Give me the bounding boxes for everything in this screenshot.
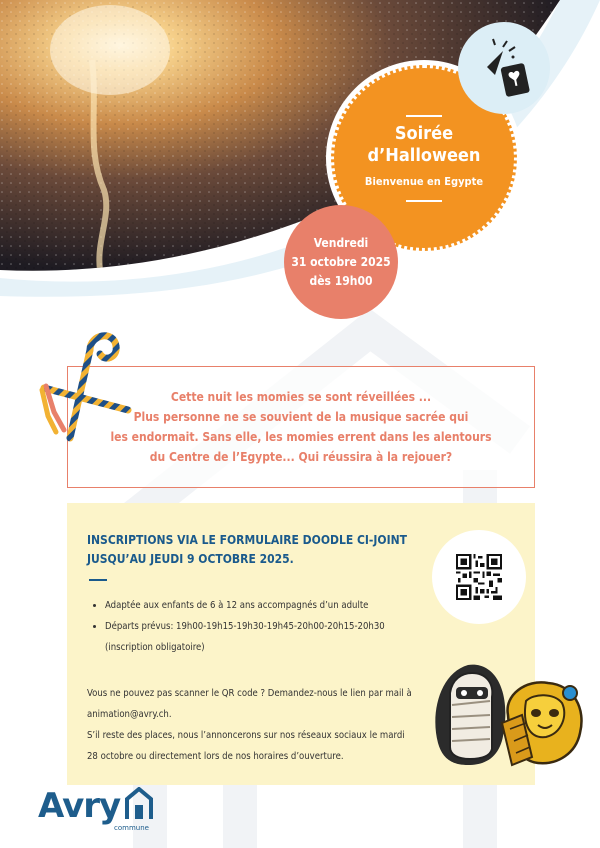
- registration-title-line2: JUSQU’AU JEUDI 9 OCTOBRE 2025.: [87, 552, 294, 566]
- event-subtitle: Bienvenue en Egypte: [364, 174, 484, 188]
- logo-name: Avry: [38, 786, 121, 826]
- title-divider-bottom: [406, 200, 442, 202]
- story-line-4: du Centre de l’Egypte... Qui réussira à la rejouer?: [149, 450, 453, 464]
- mascots-illustration: [430, 653, 590, 773]
- avry-logo: [38, 786, 153, 832]
- playing-card-icon: [500, 63, 530, 97]
- egyptian-cane-icon: [34, 328, 144, 448]
- note-line-1: Vous ne pouvez pas scanner le QR code ? Demandez-nous le lien par mail à: [87, 688, 412, 699]
- event-title-line1: Soirée: [394, 122, 454, 144]
- date-circle: [284, 205, 398, 319]
- party-icon-circle: [458, 22, 550, 114]
- note-line-3: S’il reste des places, nous l’annoncerons sur nos réseaux sociaux le mardi: [87, 730, 405, 741]
- bullet-age: • Adaptée aux enfants de 6 à 12 ans accompagnés d’un adulte: [105, 595, 465, 616]
- party-popper-icon: [473, 37, 535, 99]
- title-divider-top: [406, 115, 442, 117]
- story-line-3: les endormait. Sans elle, les momies errent dans les alentours: [110, 430, 492, 444]
- date-day: Vendredi: [313, 235, 369, 250]
- bullet-departures-text: Départs prévus: 19h00-19h15-19h30-19h45-20h00-20h15-20h30: [105, 621, 385, 632]
- logo-subtitle: commune: [114, 824, 149, 832]
- event-title-line2: d’Halloween: [367, 144, 481, 166]
- qr-code[interactable]: [456, 554, 502, 600]
- qr-code-circle[interactable]: [432, 530, 526, 624]
- pharaoh-mascot: [502, 682, 582, 765]
- registration-note: [87, 683, 417, 767]
- mummy-mascot: [435, 665, 505, 765]
- date-time: dès 19h00: [309, 273, 373, 288]
- registration-divider: [89, 579, 107, 581]
- logo-house-icon: [125, 787, 153, 821]
- story-line-2: Plus personne ne se souvient de la musique sacrée qui: [133, 410, 469, 424]
- date-full: 31 octobre 2025: [291, 254, 391, 269]
- bullet-departures-note: (inscription obligatoire): [105, 642, 205, 653]
- note-line-4: 28 octobre ou directement lors de nos horaires d’ouverture.: [87, 751, 344, 762]
- registration-title-line1: INSCRIPTIONS VIA LE FORMULAIRE DOODLE CI-JOINT: [87, 533, 407, 547]
- note-email[interactable]: animation@avry.ch.: [87, 709, 172, 720]
- bullet-departures: [105, 616, 465, 658]
- story-line-1: Cette nuit les momies se sont réveillées ...: [170, 390, 432, 404]
- story-text: [110, 387, 491, 467]
- registration-bullets: [87, 595, 465, 658]
- registration-title: [87, 531, 407, 569]
